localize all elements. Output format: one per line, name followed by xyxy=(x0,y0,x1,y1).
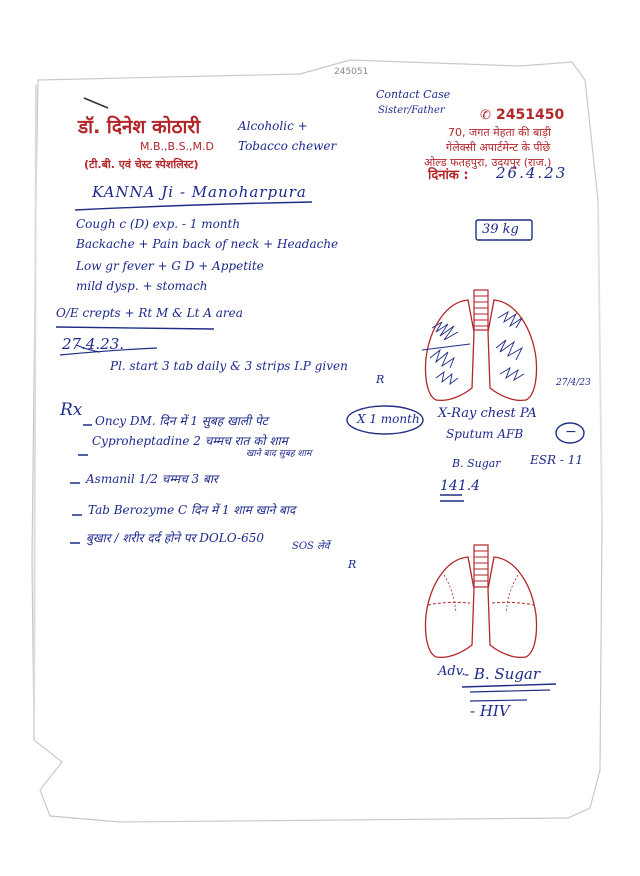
patient-name: KANNA Ji - Manoharpura xyxy=(92,183,307,201)
lungs-diagram-upper xyxy=(418,288,548,408)
habit-tobacco: Tobacco chewer xyxy=(238,139,337,153)
followup-note: Pl. start 3 tab daily & 3 strips I.P given xyxy=(110,359,348,373)
blood-sugar-label: B. Sugar xyxy=(452,457,501,470)
rx-symbol: Rx xyxy=(60,400,83,420)
history-line-1: Cough c (D) exp. - 1 month xyxy=(76,217,241,231)
on-examination: O/E crepts + Rt M & Lt A area xyxy=(56,306,243,320)
address-line-2: गेलेक्सी अपार्टमेन्ट के पीछे xyxy=(446,141,551,154)
rx-item-3: Asmanil 1/2 चम्मच 3 बार xyxy=(86,472,218,486)
esr-result: ESR - 11 xyxy=(530,453,583,467)
sputum-result: − xyxy=(565,424,577,440)
sputum-request: Sputum AFB xyxy=(446,427,524,441)
contact-case-relation: Sister/Father xyxy=(378,105,445,116)
advice-hiv: - HIV xyxy=(470,702,510,720)
contact-case-label: Contact Case xyxy=(376,88,451,101)
habit-alcoholic: Alcoholic + xyxy=(238,119,308,133)
followup-signature: R xyxy=(376,373,385,386)
rx-item-5-sub: SOS लेवें xyxy=(292,541,330,552)
followup-date: 27.4.23. xyxy=(62,335,125,353)
rx-item-1: Oncy DM. दिन में 1 सुबह खाली पेट xyxy=(95,414,268,428)
doctor-name: डॉ. दिनेश कोठारी xyxy=(78,116,201,138)
advice-label: Adv. xyxy=(438,664,466,679)
patient-weight: 39 kg xyxy=(482,222,519,237)
stamp-number: 245051 xyxy=(334,67,369,77)
rx-item-2-sub: खाने बाद सुबह शाम xyxy=(246,449,312,459)
history-line-2: Backache + Pain back of neck + Headache xyxy=(76,237,339,251)
rx-signature: R xyxy=(348,558,357,571)
xray-request: X-Ray chest PA xyxy=(438,406,537,421)
blood-sugar-value: 141.4 xyxy=(440,478,481,494)
date-label: दिनांक : xyxy=(428,168,469,183)
rx-duration: X 1 month xyxy=(357,412,420,426)
lungs-diagram-lower xyxy=(418,543,548,663)
doctor-degrees: M.B.,B.S.,M.D xyxy=(140,140,215,153)
history-line-3: Low gr fever + G D + Appetite xyxy=(76,259,264,273)
rx-item-4: Tab Berozyme C दिन में 1 शाम खाने बाद xyxy=(88,503,296,517)
address-line-1: 70, जगत मेहता की बाड़ी xyxy=(448,126,551,139)
history-line-4: mild dysp. + stomach xyxy=(76,279,208,293)
chart-date: 27/4/23 xyxy=(556,378,591,388)
phone-number: 2451450 xyxy=(496,107,565,123)
rx-item-5: बुखार / शरीर दर्द होने पर DOLO-650 xyxy=(86,531,264,545)
address-line-3: ओल्ड फतहपुरा, उदयपुर (राज.) xyxy=(424,156,552,169)
advice-blood-sugar: - B. Sugar xyxy=(464,665,541,683)
phone-icon: ✆ xyxy=(480,108,491,123)
rx-item-2: Cyproheptadine 2 चम्मच रात को शाम xyxy=(92,434,288,448)
date-value: 26.4.23 xyxy=(496,164,568,182)
doctor-specialty: (टी.बी. एवं चेस्ट स्पेशलिस्ट) xyxy=(84,158,199,171)
